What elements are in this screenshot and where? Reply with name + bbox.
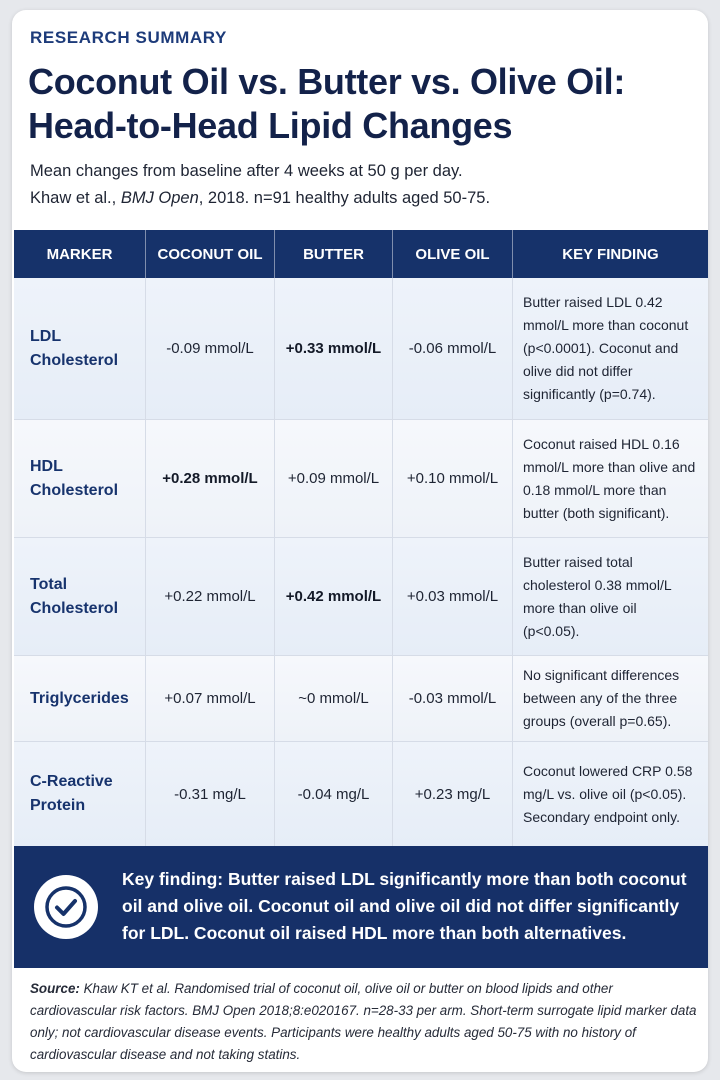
column-header-butter: BUTTER [275, 230, 393, 278]
olive-value: -0.06 mmol/L [393, 278, 513, 419]
key-finding-banner [14, 846, 708, 968]
olive-value: +0.23 mg/L [393, 742, 513, 846]
table-row-total-cholesterol [14, 538, 708, 656]
finding-cell: Butter raised LDL 0.42 mmol/L more than coconut (p<0.0001). Coconut and olive did not differ significantly (p=0.74). [523, 294, 689, 402]
olive-value: -0.03 mmol/L [393, 656, 513, 741]
finding-cell: Coconut lowered CRP 0.58 mg/L vs. olive oil (p<0.05). Secondary endpoint only. [523, 762, 693, 825]
column-header-marker: MARKER [14, 230, 146, 278]
marker-cell: Total Cholesterol [14, 538, 146, 655]
olive-value: +0.10 mmol/L [393, 420, 513, 537]
coconut-value: +0.07 mmol/L [146, 656, 275, 741]
column-header-key-finding: KEY FINDING [562, 245, 659, 263]
marker-cell: LDL Cholesterol [14, 278, 146, 419]
subtitle-citation [30, 185, 700, 212]
coconut-value: -0.09 mmol/L [146, 278, 275, 419]
finding-cell: Butter raised total cholesterol 0.38 mmol/L more than olive oil (p<0.05). [523, 553, 672, 639]
marker-cell: C-Reactive Protein [14, 742, 146, 846]
eyebrow-label: RESEARCH SUMMARY [30, 28, 227, 47]
citation-suffix: , 2018. n=91 healthy adults aged 50-75. [198, 189, 491, 207]
column-header-coconut-oil: COCONUT OIL [146, 230, 275, 278]
column-header-olive-oil: OLIVE OIL [393, 230, 513, 278]
subtitle [30, 158, 700, 212]
journal-name: BMJ Open [120, 189, 199, 207]
butter-value: ~0 mmol/L [275, 656, 393, 741]
table-row-hdl [14, 420, 708, 538]
coconut-value: +0.28 mmol/L [146, 420, 275, 537]
marker-cell: Triglycerides [14, 656, 146, 741]
olive-value: +0.03 mmol/L [393, 538, 513, 655]
table-row-ldl [14, 278, 708, 420]
source-label: Source: [30, 981, 80, 996]
marker-cell: HDL Cholesterol [14, 420, 146, 537]
page-title: Coconut Oil vs. Butter vs. Olive Oil: Head-to-Head Lipid Changes [28, 61, 626, 146]
check-mark-icon [44, 885, 88, 929]
source-text: Khaw KT et al. Randomised trial of coconut oil, olive oil or butter on blood lipids and other cardiovascular risk factors. BMJ Open 2018;8:e020167. n=28-33 per arm. Short-term surrogate lipid marker data only; not cardiovascular disease events. Participants were healthy adults aged 50-75 with no history of cardiovascular disease and not taking statins. [30, 981, 697, 1062]
butter-value: -0.04 mg/L [275, 742, 393, 846]
source-note [30, 978, 698, 1066]
table-row-crp [14, 742, 708, 846]
check-circle-icon [34, 875, 98, 939]
subtitle-line-1: Mean changes from baseline after 4 weeks at 50 g per day. [30, 162, 463, 180]
table-row-triglycerides [14, 656, 708, 742]
coconut-value: +0.22 mmol/L [146, 538, 275, 655]
butter-value: +0.09 mmol/L [275, 420, 393, 537]
lipid-comparison-table [14, 230, 708, 846]
key-finding-text: Key finding: Butter raised LDL significantly more than both coconut oil and olive oil. Coconut oil and olive oil did not differ significantly for LDL. Coconut oil raised HDL more than both alternatives. [122, 869, 687, 943]
finding-cell: Coconut raised HDL 0.16 mmol/L more than olive and 0.18 mmol/L more than butter (both significant). [523, 435, 696, 521]
finding-cell: No significant differences between any of the three groups (overall p=0.65). [523, 667, 680, 729]
table-header [14, 230, 708, 278]
coconut-value: -0.31 mg/L [146, 742, 275, 846]
research-summary-card [12, 10, 708, 1072]
citation-prefix: Khaw et al., [30, 189, 121, 207]
butter-value: +0.42 mmol/L [275, 538, 393, 655]
butter-value: +0.33 mmol/L [275, 278, 393, 419]
